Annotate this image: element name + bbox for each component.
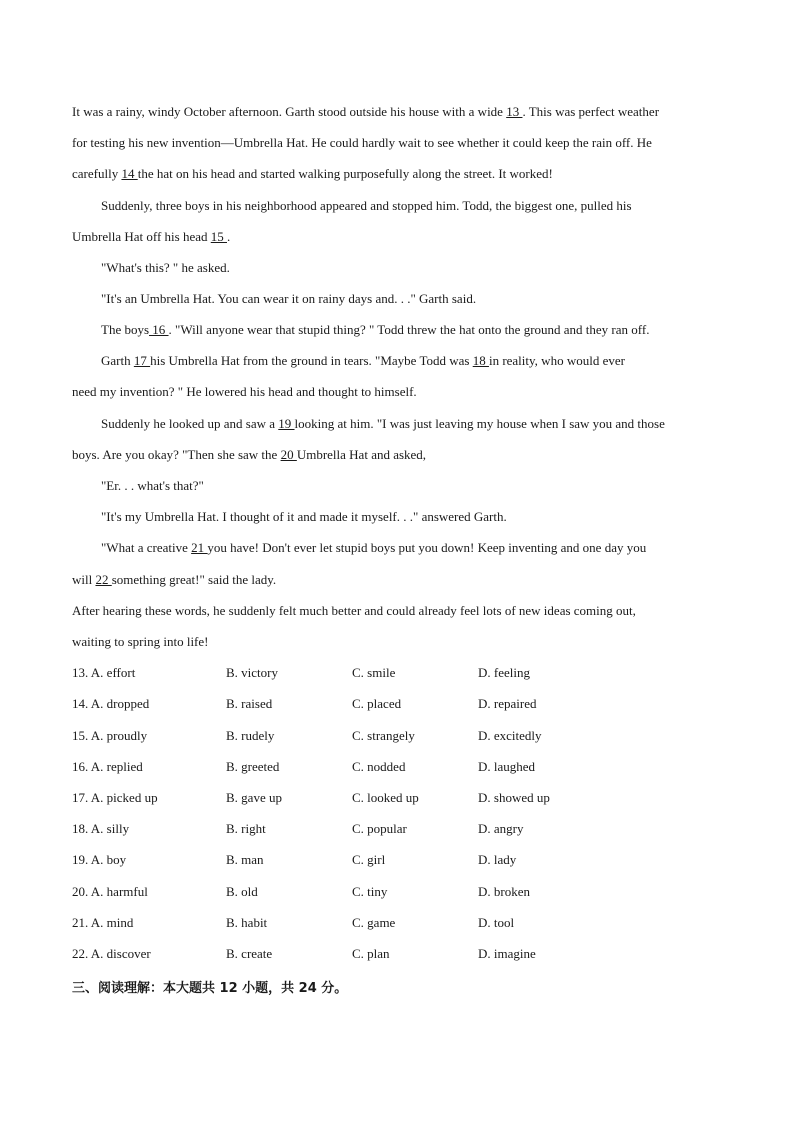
option-a[interactable]: 18. A. silly — [72, 821, 130, 836]
passage-text: the hat on his head and started walking purposefully along the street. It worked! — [137, 166, 553, 181]
option-b[interactable]: B. right — [226, 821, 266, 836]
option-b[interactable]: B. create — [226, 946, 273, 961]
passage-line — [101, 291, 476, 307]
answer-blank: 20 — [280, 447, 297, 462]
option-d[interactable]: D. angry — [478, 821, 524, 836]
option-c[interactable]: C. placed — [352, 696, 402, 711]
option-d[interactable]: D. laughed — [478, 759, 536, 774]
passage-line — [72, 166, 553, 182]
option-d[interactable]: D. feeling — [478, 665, 530, 680]
option-b[interactable]: B. gave up — [226, 790, 282, 805]
passage-text: "What's this? " he asked. — [101, 260, 230, 275]
answer-blank: 22 — [95, 572, 112, 587]
option-b[interactable]: B. raised — [226, 696, 273, 711]
passage-line — [101, 322, 649, 338]
passage-text: "What a creative — [101, 540, 192, 555]
option-a[interactable]: 14. A. dropped — [72, 696, 150, 711]
passage-text: "It's an Umbrella Hat. You can wear it on rainy days and. . ." Garth said. — [101, 291, 477, 306]
passage-text: something great!" said the lady. — [111, 572, 277, 587]
passage-line — [101, 540, 646, 556]
passage-text: need my invention? " He lowered his head and thought to himself. — [72, 384, 417, 399]
passage-text: for testing his new invention—Umbrella Hat. He could hardly wait to see whether it could keep the rain off. He — [72, 135, 652, 150]
passage-line — [72, 229, 230, 245]
option-a[interactable]: 15. A. proudly — [72, 728, 148, 743]
option-b[interactable]: B. habit — [226, 915, 268, 930]
passage-text: "Er. . . what's that?" — [101, 478, 204, 493]
passage-line — [72, 135, 652, 151]
passage-line — [101, 353, 625, 369]
passage-text: will — [72, 572, 96, 587]
passage-text: carefully — [72, 166, 122, 181]
option-b[interactable]: B. man — [226, 852, 264, 867]
passage-text: Suddenly he looked up and saw a — [101, 416, 279, 431]
option-c[interactable]: C. nodded — [352, 759, 406, 774]
passage-text: After hearing these words, he suddenly felt much better and could already feel lots of new ideas coming out, — [72, 603, 636, 618]
option-a[interactable]: 16. A. replied — [72, 759, 143, 774]
answer-blank: 13 — [506, 104, 523, 119]
passage-text: boys. Are you okay? "Then she saw the — [72, 447, 281, 462]
option-d[interactable]: D. repaired — [478, 696, 537, 711]
passage-text: . — [227, 229, 231, 244]
passage-text: Umbrella Hat off his head — [72, 229, 211, 244]
option-b[interactable]: B. greeted — [226, 759, 280, 774]
option-d[interactable]: D. lady — [478, 852, 517, 867]
option-c[interactable]: C. popular — [352, 821, 407, 836]
option-a[interactable]: 21. A. mind — [72, 915, 134, 930]
option-a[interactable]: 13. A. effort — [72, 665, 136, 680]
passage-text: waiting to spring into life! — [72, 634, 209, 649]
passage-text: Umbrella Hat and asked, — [296, 447, 427, 462]
passage-line — [101, 260, 230, 276]
option-b[interactable]: B. victory — [226, 665, 278, 680]
option-c[interactable]: C. tiny — [352, 884, 388, 899]
passage-line — [101, 478, 204, 494]
passage-text: It was a rainy, windy October afternoon. Garth stood outside his house with a wide — [72, 104, 507, 119]
passage-line — [101, 198, 632, 214]
answer-blank: 16 — [149, 322, 169, 337]
passage-text: Suddenly, three boys in his neighborhood appeared and stopped him. Todd, the biggest one, pulled his — [101, 198, 632, 213]
answer-blank: 14 — [121, 166, 138, 181]
option-a[interactable]: 17. A. picked up — [72, 790, 158, 805]
option-d[interactable]: D. tool — [478, 915, 515, 930]
passage-text: "It's my Umbrella Hat. I thought of it and made it myself. . ." answered Garth. — [101, 509, 507, 524]
option-d[interactable]: D. showed up — [478, 790, 550, 805]
passage-line — [101, 416, 665, 432]
option-d[interactable]: D. imagine — [478, 946, 536, 961]
passage-line — [72, 447, 426, 463]
option-c[interactable]: C. game — [352, 915, 396, 930]
option-c[interactable]: C. smile — [352, 665, 396, 680]
option-a[interactable]: 19. A. boy — [72, 852, 127, 867]
answer-blank: 18 — [472, 353, 489, 368]
passage-line — [72, 104, 659, 120]
passage-text: his Umbrella Hat from the ground in tears. "Maybe Todd was — [150, 353, 473, 368]
passage-line — [72, 384, 417, 400]
answer-blank: 19 — [278, 416, 295, 431]
passage-line — [72, 603, 636, 619]
passage-line — [72, 572, 276, 588]
answer-blank: 15 — [210, 229, 227, 244]
option-a[interactable]: 20. A. harmful — [72, 884, 148, 899]
passage-text: you have! Don't ever let stupid boys put you down! Keep inventing and one day you — [207, 540, 647, 555]
option-b[interactable]: B. rudely — [226, 728, 275, 743]
option-c[interactable]: C. plan — [352, 946, 390, 961]
passage-line — [72, 634, 208, 650]
option-c[interactable]: C. strangely — [352, 728, 415, 743]
passage-text: Garth — [101, 353, 134, 368]
section-heading: 三、阅读理解：本大题共 12 小题，共 24 分。 — [72, 981, 348, 996]
option-c[interactable]: C. looked up — [352, 790, 419, 805]
passage-text: . This was perfect weather — [522, 104, 660, 119]
option-d[interactable]: D. broken — [478, 884, 530, 899]
option-b[interactable]: B. old — [226, 884, 258, 899]
option-c[interactable]: C. girl — [352, 852, 386, 867]
passage-text: The boys — [101, 322, 150, 337]
passage-text: . "Will anyone wear that stupid thing? " Todd threw the hat onto the ground and they ran off. — [168, 322, 650, 337]
option-a[interactable]: 22. A. discover — [72, 946, 151, 961]
answer-blank: 17 — [133, 353, 151, 368]
passage-line — [101, 509, 507, 525]
answer-blank: 21 — [191, 540, 208, 555]
option-d[interactable]: D. excitedly — [478, 728, 542, 743]
passage-text: looking at him. "I was just leaving my house when I saw you and those — [294, 416, 665, 431]
passage-text: in reality, who would ever — [488, 353, 625, 368]
